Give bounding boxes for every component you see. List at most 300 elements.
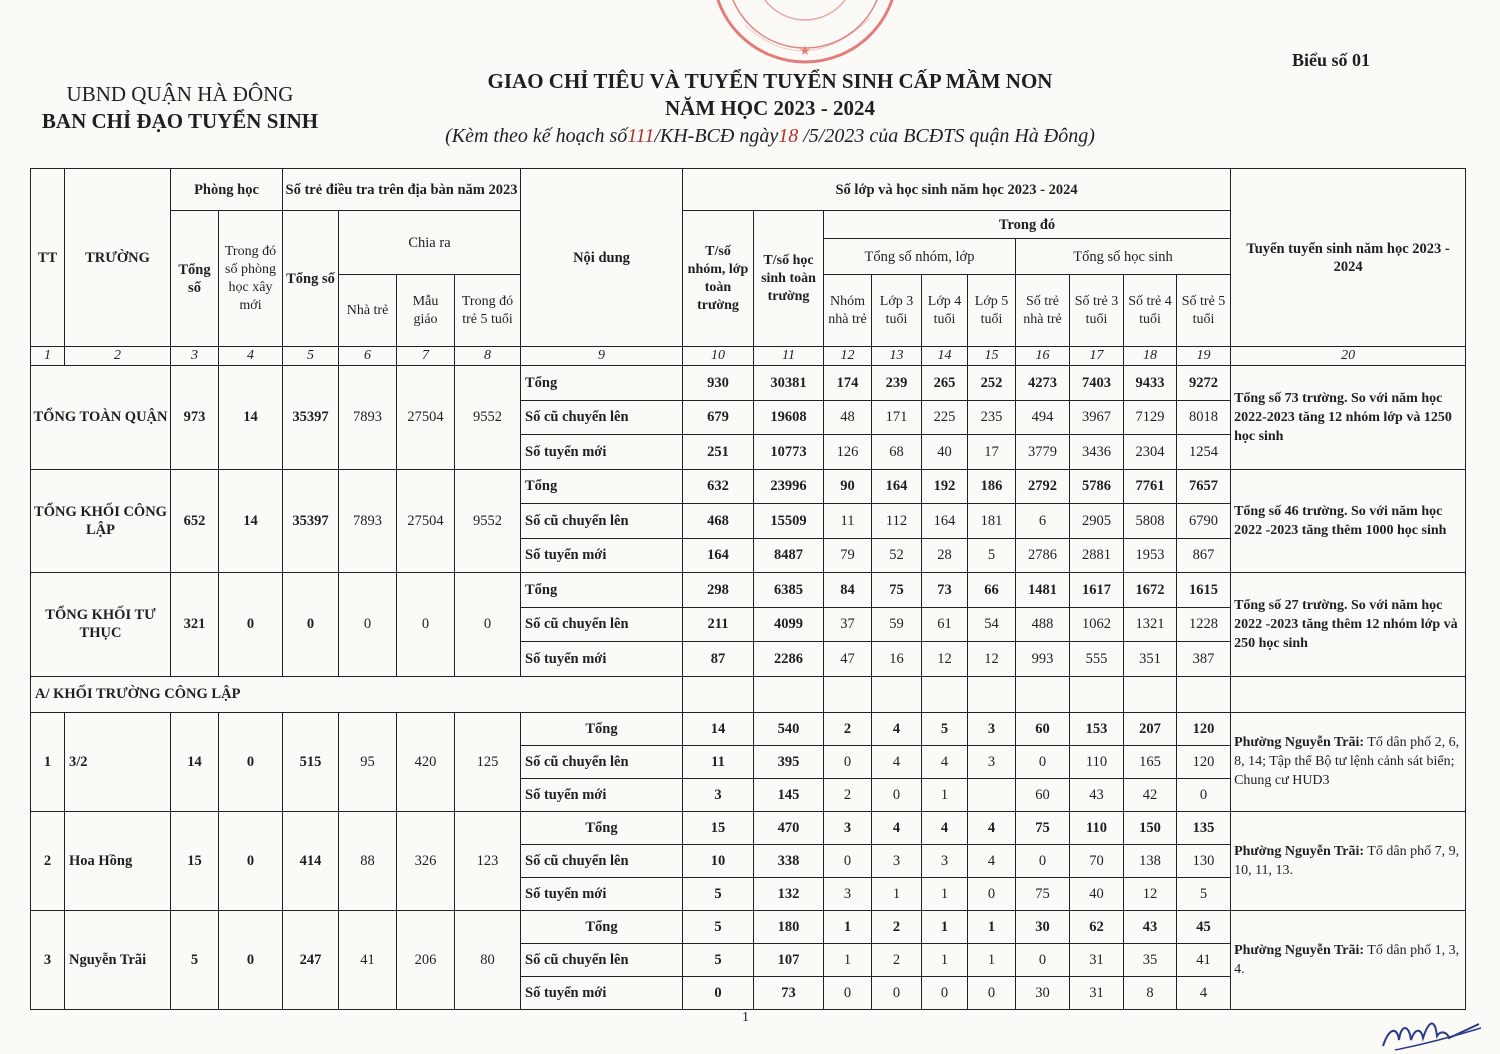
- cell-value: 1: [922, 877, 968, 910]
- column-number: 15: [968, 347, 1016, 366]
- subtitle-part: (Kèm theo kế hoạch số: [445, 125, 628, 147]
- cell-value: 174: [824, 366, 872, 401]
- column-number: 12: [824, 347, 872, 366]
- subtitle-part: /5/2023 của BCĐTS quận Hà Đông): [798, 125, 1095, 147]
- cell-value: 1: [872, 877, 922, 910]
- cell-value: 4: [1177, 976, 1231, 1009]
- header-phong-xay-moi: Trong đó số phòng học xây mới: [219, 211, 283, 347]
- cell-value: 126: [824, 435, 872, 470]
- cell-value: 395: [754, 745, 824, 778]
- empty-cell: [922, 676, 968, 712]
- value-nha-tre: 41: [339, 910, 397, 1009]
- cell-value: 79: [824, 538, 872, 573]
- cell-value: 5: [1177, 877, 1231, 910]
- document-title-block: [400, 68, 1140, 150]
- cell-value: 75: [1016, 877, 1070, 910]
- header-tt: TT: [31, 169, 65, 347]
- value-phong-moi: 0: [219, 811, 283, 910]
- header-chia-ra: Chia ra: [339, 211, 521, 275]
- cell-value: 28: [922, 538, 968, 573]
- value-phong-moi: 0: [219, 910, 283, 1009]
- header-tre-tong-so: Tổng số: [283, 211, 339, 347]
- cell-value: 494: [1016, 400, 1070, 435]
- group-name: TỔNG KHỐI CÔNG LẬP: [31, 469, 171, 573]
- cell-value: 5808: [1124, 504, 1177, 539]
- header-noi-dung: Nội dung: [521, 169, 683, 347]
- cell-value: 470: [754, 811, 824, 844]
- cell-value: 48: [824, 400, 872, 435]
- cell-value: 2286: [754, 642, 824, 677]
- cell-value: 1228: [1177, 607, 1231, 642]
- cell-value: 45: [1177, 910, 1231, 943]
- row-label: Số cũ chuyển lên: [521, 607, 683, 642]
- header-tre-5-tuoi-hs: Số trẻ 5 tuổi: [1177, 275, 1231, 347]
- school-area-note: [1231, 712, 1466, 811]
- row-label: Tổng: [521, 469, 683, 504]
- cell-value: 632: [683, 469, 754, 504]
- value-tre5: 125: [455, 712, 521, 811]
- value-mau-giao: 27504: [397, 469, 455, 573]
- column-number: 7: [397, 347, 455, 366]
- row-label: Số tuyển mới: [521, 778, 683, 811]
- row-label: Tổng: [521, 573, 683, 608]
- note-extra: Chung cư HUD3: [1234, 773, 1330, 788]
- group-summary-note: [1231, 366, 1466, 470]
- cell-value: 3967: [1070, 400, 1124, 435]
- cell-value: 225: [922, 400, 968, 435]
- column-number-row: [31, 347, 1466, 366]
- value-phong-tong: 321: [171, 573, 219, 677]
- cell-value: 12: [1124, 877, 1177, 910]
- cell-value: 1615: [1177, 573, 1231, 608]
- empty-cell: [824, 676, 872, 712]
- section-title: A/ KHỐI TRƯỜNG CÔNG LẬP: [31, 676, 683, 712]
- header-tre-nha-tre: Số trẻ nhà trẻ: [1016, 275, 1070, 347]
- cell-value: 43: [1124, 910, 1177, 943]
- value-tre-tong: 0: [283, 573, 339, 677]
- cell-value: 73: [754, 976, 824, 1009]
- cell-value: 54: [968, 607, 1016, 642]
- note-text: Tổng số 46 trường. So với năm học 2022 -2023 tăng thêm 1000 học sinh: [1234, 503, 1447, 538]
- note-text: Tổng số 73 trường. So với năm học 2022-2023 tăng 12 nhóm lớp và 1250 học sinh: [1234, 390, 1452, 444]
- cell-value: 110: [1070, 811, 1124, 844]
- group-summary-note: [1231, 573, 1466, 677]
- org-line-1: UBND QUẬN HÀ ĐÔNG: [66, 82, 294, 106]
- cell-value: 4: [872, 745, 922, 778]
- value-nha-tre: 7893: [339, 366, 397, 470]
- cell-value: 68: [872, 435, 922, 470]
- cell-value: 1: [922, 778, 968, 811]
- value-mau-giao: 420: [397, 712, 455, 811]
- cell-value: 211: [683, 607, 754, 642]
- empty-cell: [872, 676, 922, 712]
- cell-value: 11: [824, 504, 872, 539]
- header-tong-so-nhom-lop: Tổng số nhóm, lớp: [824, 239, 1016, 275]
- cell-value: 135: [1177, 811, 1231, 844]
- header-tre-4-tuoi: Số trẻ 4 tuổi: [1124, 275, 1177, 347]
- value-phong-tong: 15: [171, 811, 219, 910]
- school-name: Hoa Hồng: [65, 811, 171, 910]
- cell-value: 252: [968, 366, 1016, 401]
- cell-value: 7129: [1124, 400, 1177, 435]
- header-phong-tong-so: Tổng số: [171, 211, 219, 347]
- cell-value: 2792: [1016, 469, 1070, 504]
- header-nhom-nha-tre: Nhóm nhà trẻ: [824, 275, 872, 347]
- row-label: Tổng: [521, 811, 683, 844]
- cell-value: 132: [754, 877, 824, 910]
- value-tre-tong: 247: [283, 910, 339, 1009]
- cell-value: 0: [922, 976, 968, 1009]
- value-nha-tre: 0: [339, 573, 397, 677]
- note-ward: Phường Nguyễn Trãi:: [1234, 735, 1365, 750]
- value-tre-tong: 35397: [283, 469, 339, 573]
- cell-value: 61: [922, 607, 968, 642]
- cell-value: 87: [683, 642, 754, 677]
- group-summary-note: [1231, 469, 1466, 573]
- empty-cell: [1231, 676, 1466, 712]
- column-number: 11: [754, 347, 824, 366]
- cell-value: 5: [683, 943, 754, 976]
- value-phong-tong: 652: [171, 469, 219, 573]
- school-name: 3/2: [65, 712, 171, 811]
- value-phong-tong: 14: [171, 712, 219, 811]
- cell-value: 9433: [1124, 366, 1177, 401]
- column-number: 8: [455, 347, 521, 366]
- note-text: Tổ dân phố 2, 6, 8, 14; Tập thể Bộ tư lệnh cảnh sát biển;: [1234, 735, 1460, 769]
- empty-cell: [1016, 676, 1070, 712]
- cell-value: 15509: [754, 504, 824, 539]
- value-tre5: 80: [455, 910, 521, 1009]
- cell-value: 30381: [754, 366, 824, 401]
- column-number: 19: [1177, 347, 1231, 366]
- row-label: Số tuyển mới: [521, 976, 683, 1009]
- cell-value: 181: [968, 504, 1016, 539]
- cell-value: 1672: [1124, 573, 1177, 608]
- row-label: Số tuyển mới: [521, 435, 683, 470]
- cell-value: 2: [872, 943, 922, 976]
- issuing-organization: [20, 82, 340, 134]
- header-trong-do: Trong đó: [824, 211, 1231, 239]
- column-number: 20: [1231, 347, 1466, 366]
- cell-value: 107: [754, 943, 824, 976]
- header-ts-hoc-sinh: T/số học sinh toàn trường: [754, 211, 824, 347]
- column-number: 3: [171, 347, 219, 366]
- row-label: Số cũ chuyển lên: [521, 844, 683, 877]
- cell-value: [968, 778, 1016, 811]
- empty-cell: [683, 676, 754, 712]
- cell-value: 15: [683, 811, 754, 844]
- summary-data-row: [31, 573, 1466, 608]
- cell-value: 1617: [1070, 573, 1124, 608]
- school-area-note: [1231, 910, 1466, 1009]
- cell-value: 3436: [1070, 435, 1124, 470]
- cell-value: 4: [968, 844, 1016, 877]
- cell-value: 42: [1124, 778, 1177, 811]
- header-so-lop-hoc-sinh: Số lớp và học sinh năm học 2023 - 2024: [683, 169, 1231, 211]
- cell-value: 5786: [1070, 469, 1124, 504]
- cell-value: 2: [872, 910, 922, 943]
- column-number: 5: [283, 347, 339, 366]
- cell-value: 4099: [754, 607, 824, 642]
- cell-value: 0: [824, 844, 872, 877]
- header-lop-5-tuoi: Lớp 5 tuổi: [968, 275, 1016, 347]
- value-phong-moi: 0: [219, 573, 283, 677]
- cell-value: 47: [824, 642, 872, 677]
- school-area-note: [1231, 811, 1466, 910]
- row-label: Tổng: [521, 910, 683, 943]
- group-name: TỔNG TOÀN QUẬN: [31, 366, 171, 470]
- cell-value: 73: [922, 573, 968, 608]
- cell-value: 40: [922, 435, 968, 470]
- cell-value: 19608: [754, 400, 824, 435]
- cell-value: 1: [824, 943, 872, 976]
- column-number: 9: [521, 347, 683, 366]
- school-data-row: [31, 712, 1466, 745]
- cell-value: 4: [872, 712, 922, 745]
- cell-value: 265: [922, 366, 968, 401]
- cell-value: 23996: [754, 469, 824, 504]
- value-phong-moi: 0: [219, 712, 283, 811]
- cell-value: 1254: [1177, 435, 1231, 470]
- cell-value: 4: [922, 745, 968, 778]
- header-phong-hoc: Phòng học: [171, 169, 283, 211]
- cell-value: 239: [872, 366, 922, 401]
- value-tre5: 123: [455, 811, 521, 910]
- cell-value: 0: [872, 976, 922, 1009]
- summary-data-row: [31, 366, 1466, 401]
- cell-value: 8: [1124, 976, 1177, 1009]
- cell-value: 3: [968, 745, 1016, 778]
- column-number: 13: [872, 347, 922, 366]
- cell-value: 488: [1016, 607, 1070, 642]
- row-label: Số tuyển mới: [521, 877, 683, 910]
- cell-value: 387: [1177, 642, 1231, 677]
- value-phong-tong: 5: [171, 910, 219, 1009]
- form-number: Biểu số 01: [1292, 50, 1371, 70]
- cell-value: 10773: [754, 435, 824, 470]
- cell-value: 2881: [1070, 538, 1124, 573]
- cell-value: 62: [1070, 910, 1124, 943]
- cell-value: 1953: [1124, 538, 1177, 573]
- cell-value: 120: [1177, 745, 1231, 778]
- red-seal-stamp: [705, 0, 905, 70]
- value-nha-tre: 88: [339, 811, 397, 910]
- cell-value: 70: [1070, 844, 1124, 877]
- cell-value: 1: [824, 910, 872, 943]
- cell-value: 14: [683, 712, 754, 745]
- cell-value: 3: [824, 877, 872, 910]
- cell-value: 164: [683, 538, 754, 573]
- cell-value: 4273: [1016, 366, 1070, 401]
- cell-value: 130: [1177, 844, 1231, 877]
- header-so-tre-dieu-tra: Số trẻ điều tra trên địa bàn năm 2023: [283, 169, 521, 211]
- note-text: Tổ dân phố 1, 3, 4.: [1234, 942, 1460, 977]
- page-number: 1: [742, 1010, 749, 1025]
- cell-value: 0: [683, 976, 754, 1009]
- document-subtitle: [400, 122, 1140, 150]
- value-tre5: 9552: [455, 366, 521, 470]
- value-tre-tong: 414: [283, 811, 339, 910]
- cell-value: 2: [824, 778, 872, 811]
- cell-value: 84: [824, 573, 872, 608]
- row-label: Số tuyển mới: [521, 642, 683, 677]
- cell-value: 0: [872, 778, 922, 811]
- cell-value: 3: [824, 811, 872, 844]
- cell-value: 150: [1124, 811, 1177, 844]
- cell-value: 1: [922, 943, 968, 976]
- subtitle-part: /KH-BCĐ ngày: [654, 125, 779, 147]
- cell-value: 5: [968, 538, 1016, 573]
- cell-value: 112: [872, 504, 922, 539]
- cell-value: 16: [872, 642, 922, 677]
- cell-value: 3: [872, 844, 922, 877]
- cell-value: 5: [683, 877, 754, 910]
- cell-value: 3: [922, 844, 968, 877]
- cell-value: 8018: [1177, 400, 1231, 435]
- column-number: 2: [65, 347, 171, 366]
- group-name: TỔNG KHỐI TƯ THỤC: [31, 573, 171, 677]
- row-label: Tổng: [521, 712, 683, 745]
- row-label: Số cũ chuyển lên: [521, 943, 683, 976]
- row-label: Số tuyển mới: [521, 538, 683, 573]
- note-ward: Phường Nguyễn Trãi:: [1234, 843, 1365, 859]
- header-tre-3-tuoi: Số trẻ 3 tuổi: [1070, 275, 1124, 347]
- header-lop-4-tuoi: Lớp 4 tuổi: [922, 275, 968, 347]
- empty-cell: [1177, 676, 1231, 712]
- cell-value: 4: [872, 811, 922, 844]
- section-row: [31, 676, 1466, 712]
- column-number: 6: [339, 347, 397, 366]
- cell-value: 0: [1016, 844, 1070, 877]
- cell-value: 110: [1070, 745, 1124, 778]
- cell-value: 351: [1124, 642, 1177, 677]
- row-label: Số cũ chuyển lên: [521, 745, 683, 778]
- cell-value: 2: [824, 712, 872, 745]
- cell-value: 30: [1016, 910, 1070, 943]
- column-number: 17: [1070, 347, 1124, 366]
- cell-value: 180: [754, 910, 824, 943]
- empty-cell: [1070, 676, 1124, 712]
- row-label: Tổng: [521, 366, 683, 401]
- cell-value: 0: [1016, 745, 1070, 778]
- cell-value: 138: [1124, 844, 1177, 877]
- empty-cell: [1124, 676, 1177, 712]
- value-phong-tong: 973: [171, 366, 219, 470]
- column-number: 4: [219, 347, 283, 366]
- column-number: 14: [922, 347, 968, 366]
- header-tong-so-hoc-sinh: Tổng số học sinh: [1016, 239, 1231, 275]
- column-number: 18: [1124, 347, 1177, 366]
- column-number: 1: [31, 347, 65, 366]
- cell-value: 43: [1070, 778, 1124, 811]
- cell-value: 9272: [1177, 366, 1231, 401]
- row-label: Số cũ chuyển lên: [521, 504, 683, 539]
- header-ts-nhom-lop: T/số nhóm, lớp toàn trường: [683, 211, 754, 347]
- cell-value: 37: [824, 607, 872, 642]
- cell-value: 540: [754, 712, 824, 745]
- org-line-2: BAN CHỈ ĐẠO TUYỂN SINH: [41, 109, 319, 133]
- cell-value: 4: [968, 811, 1016, 844]
- cell-value: 164: [872, 469, 922, 504]
- cell-value: 993: [1016, 642, 1070, 677]
- cell-value: 1: [968, 910, 1016, 943]
- cell-value: 66: [968, 573, 1016, 608]
- cell-value: 5: [922, 712, 968, 745]
- value-phong-moi: 14: [219, 469, 283, 573]
- cell-value: 11: [683, 745, 754, 778]
- plan-number-handwritten: 111: [627, 125, 655, 147]
- cell-value: 0: [968, 877, 1016, 910]
- cell-value: 5: [683, 910, 754, 943]
- cell-value: 7657: [1177, 469, 1231, 504]
- header-tre-5-tuoi: Trong đó trẻ 5 tuổi: [455, 275, 521, 347]
- cell-value: 8487: [754, 538, 824, 573]
- cell-value: 3: [683, 778, 754, 811]
- cell-value: 7403: [1070, 366, 1124, 401]
- summary-data-row: [31, 469, 1466, 504]
- svg-text:★: ★: [799, 43, 811, 58]
- cell-value: 31: [1070, 976, 1124, 1009]
- school-data-row: [31, 811, 1466, 844]
- cell-value: 867: [1177, 538, 1231, 573]
- cell-value: 165: [1124, 745, 1177, 778]
- cell-value: 2786: [1016, 538, 1070, 573]
- cell-value: 12: [968, 642, 1016, 677]
- cell-value: 679: [683, 400, 754, 435]
- cell-value: 298: [683, 573, 754, 608]
- note-text: Tổng số 27 trường. So với năm học 2022 -2023 tăng thêm 12 nhóm lớp và 250 học sinh: [1234, 597, 1458, 651]
- empty-cell: [968, 676, 1016, 712]
- cell-value: 930: [683, 366, 754, 401]
- cell-value: 12: [922, 642, 968, 677]
- cell-value: 1321: [1124, 607, 1177, 642]
- cell-value: 30: [1016, 976, 1070, 1009]
- cell-value: 0: [824, 976, 872, 1009]
- cell-value: 1062: [1070, 607, 1124, 642]
- cell-value: 60: [1016, 778, 1070, 811]
- cell-value: 6: [1016, 504, 1070, 539]
- cell-value: 0: [1016, 943, 1070, 976]
- value-mau-giao: 206: [397, 910, 455, 1009]
- value-tre5: 0: [455, 573, 521, 677]
- value-mau-giao: 27504: [397, 366, 455, 470]
- cell-value: 17: [968, 435, 1016, 470]
- cell-value: 0: [968, 976, 1016, 1009]
- cell-value: 338: [754, 844, 824, 877]
- cell-value: 145: [754, 778, 824, 811]
- cell-value: 6790: [1177, 504, 1231, 539]
- school-tt: 2: [31, 811, 65, 910]
- value-mau-giao: 0: [397, 573, 455, 677]
- cell-value: 1: [968, 943, 1016, 976]
- document-title: GIAO CHỈ TIÊU VÀ TUYỂN TUYỂN SINH CẤP MẦM NON: [487, 69, 1053, 93]
- cell-value: 468: [683, 504, 754, 539]
- school-year-title: NĂM HỌC 2023 - 2024: [665, 96, 875, 120]
- enrollment-table: [30, 168, 1466, 1010]
- cell-value: 0: [824, 745, 872, 778]
- cell-value: 171: [872, 400, 922, 435]
- cell-value: 192: [922, 469, 968, 504]
- column-number: 10: [683, 347, 754, 366]
- cell-value: 75: [1016, 811, 1070, 844]
- header-nha-tre: Nhà trẻ: [339, 275, 397, 347]
- cell-value: 0: [1177, 778, 1231, 811]
- value-mau-giao: 326: [397, 811, 455, 910]
- value-phong-moi: 14: [219, 366, 283, 470]
- cell-value: 60: [1016, 712, 1070, 745]
- cell-value: 3: [968, 712, 1016, 745]
- header-mau-giao: Mẫu giáo: [397, 275, 455, 347]
